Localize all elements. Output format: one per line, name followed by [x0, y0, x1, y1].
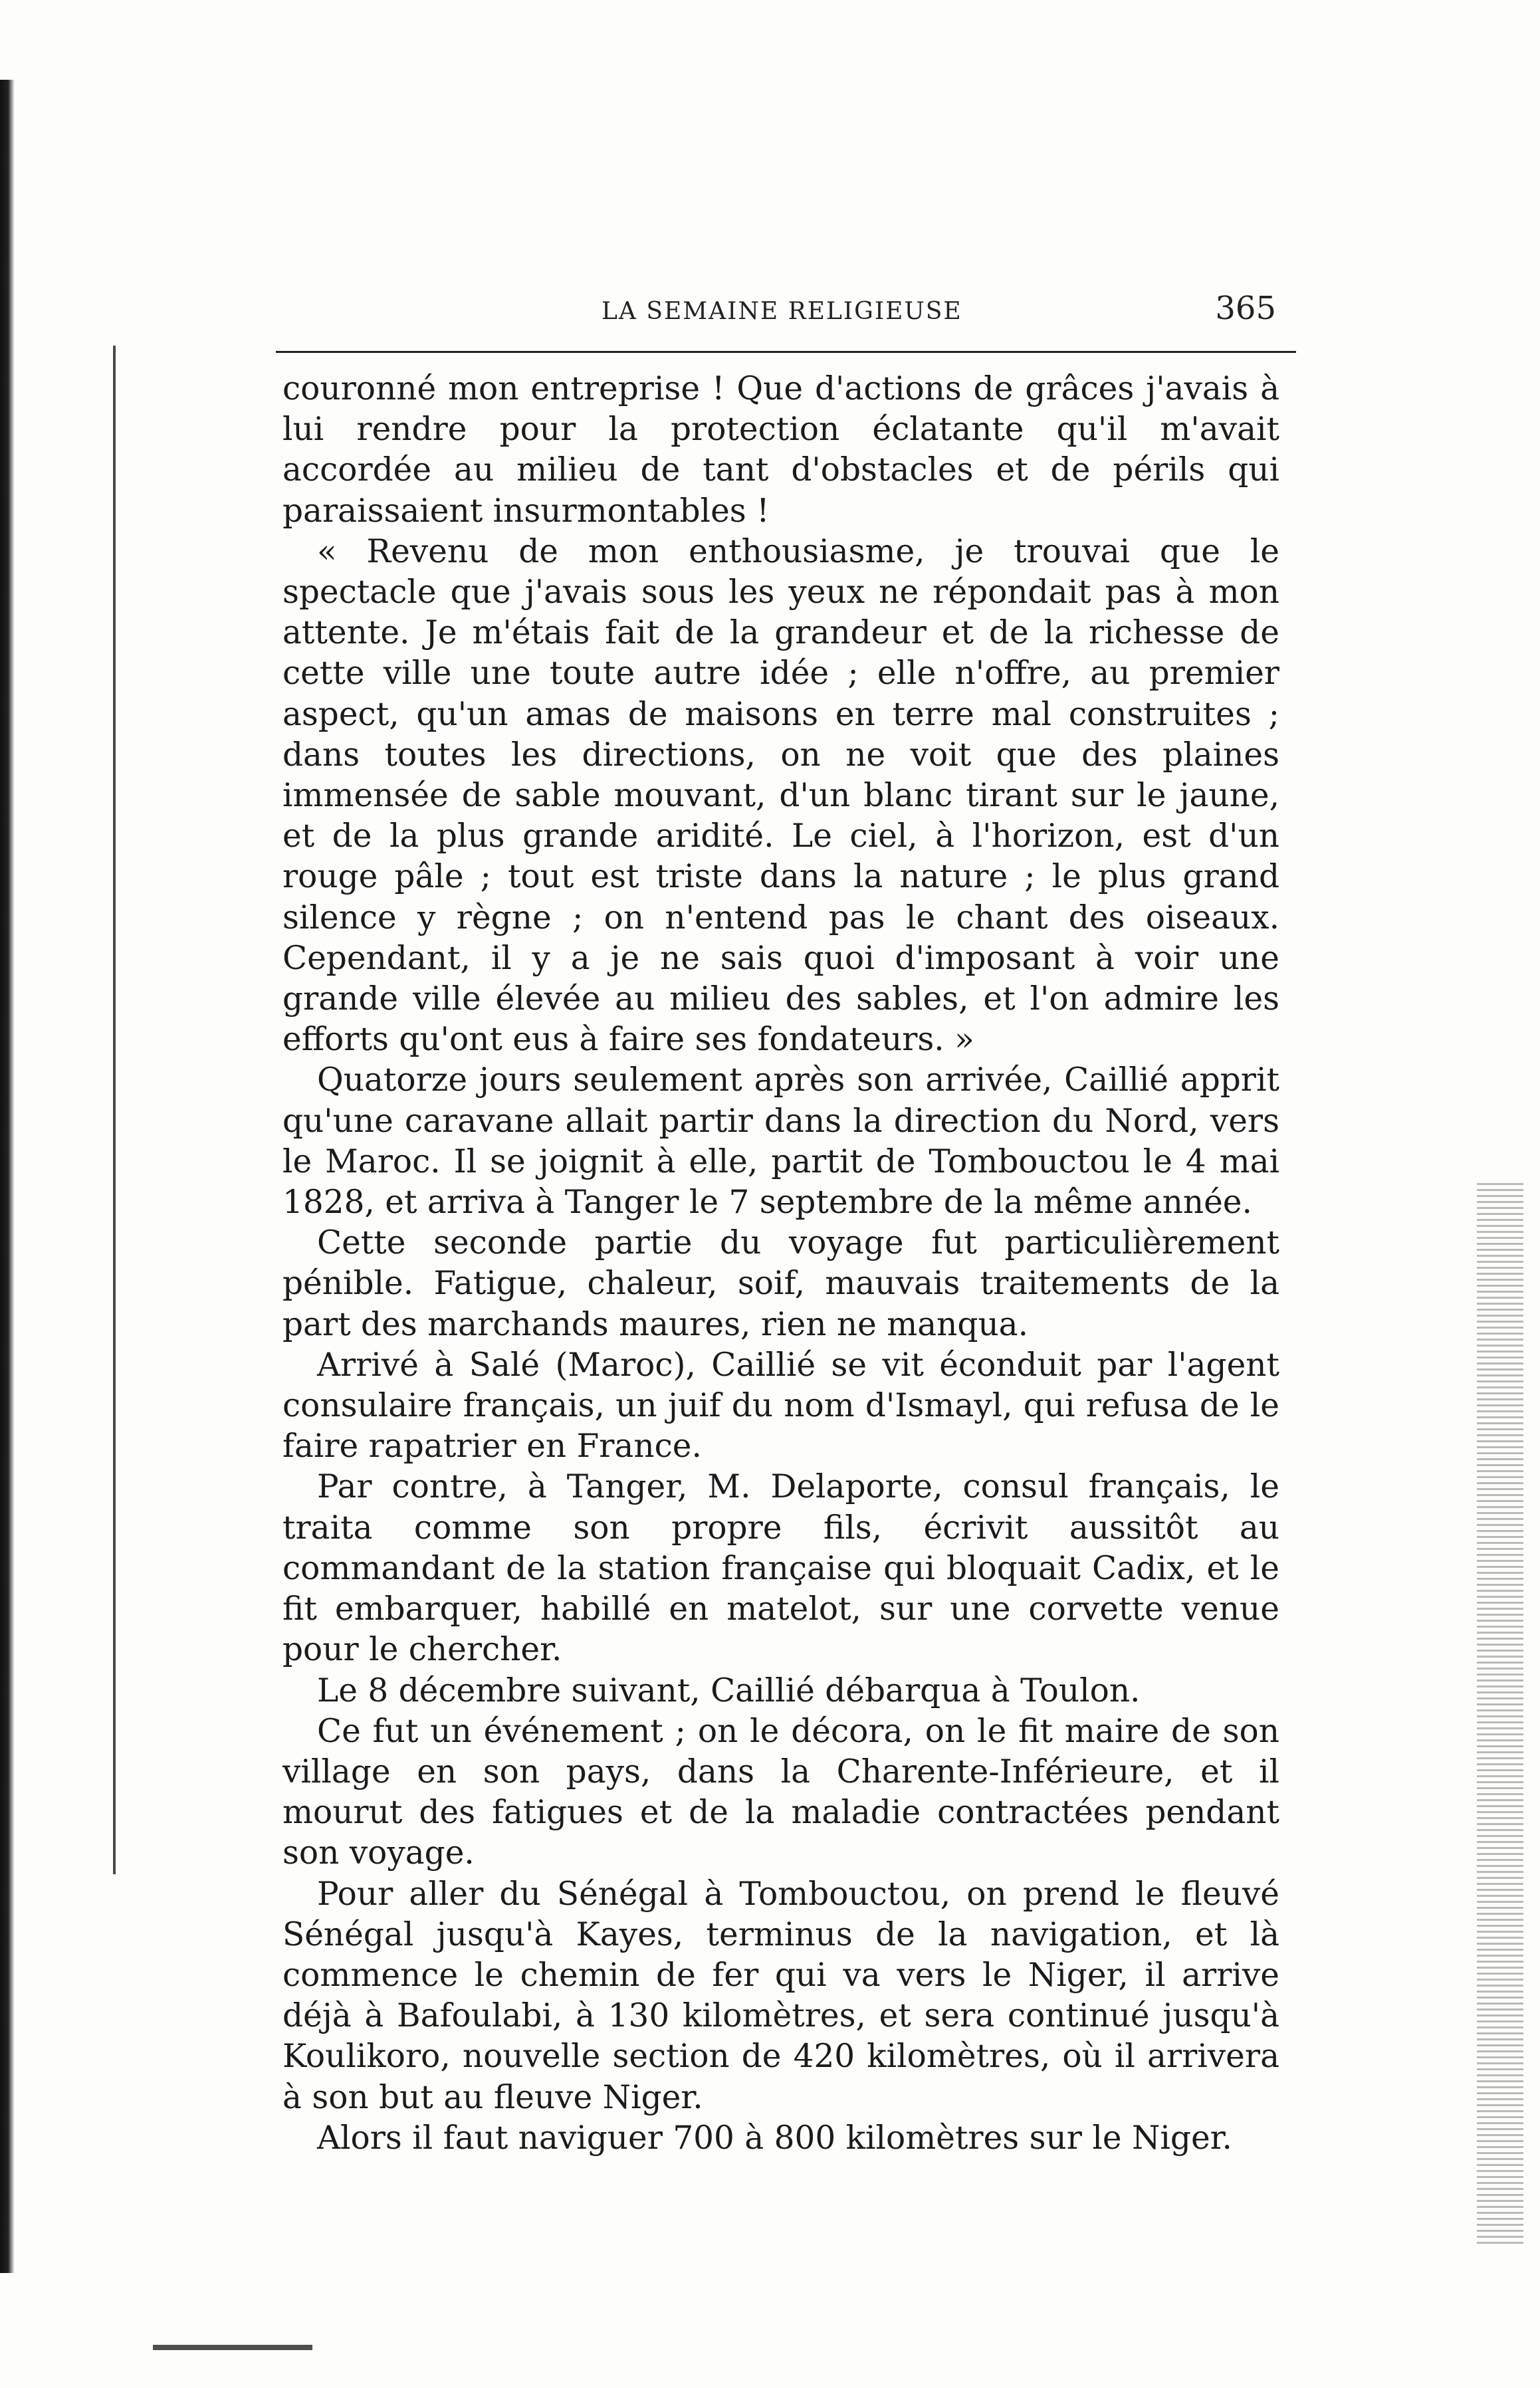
page-number: 365 — [1215, 290, 1276, 327]
running-head — [282, 279, 1276, 332]
scan-edge-line — [113, 346, 116, 1874]
paragraph: « Revenu de mon enthousiasme, je trouvai que le spectacle que j'avais sous les yeux ne répondait pas à mon attente. Je m'étais fait de la grandeur et de la richesse de cette ville une toute autre idée ; elle n'offre, au premier aspect, qu'un amas de maisons en terre mal construites ; dans toutes les directions, on ne voit que des plaines immensée de sable mouvant, d'un blanc tirant sur le jaune, et de la plus grande aridité. Le ciel, à l'horizon, est d'un rouge pâle ; tout est triste dans la nature ; le plus grand silence y règne ; on n'entend pas le chant des oiseaux. Cependant, il y a je ne sais quoi d'imposant à voir une grande ville élevée au milieu des sables, et l'on admire les efforts qu'ont eus à faire ses fondateurs. » — [282, 532, 1279, 1059]
paragraph: Arrivé à Salé (Maroc), Caillié se vit éconduit par l'agent consulaire français, un juif du nom d'Ismayl, qui refusa de le faire rapatrier en France. — [282, 1346, 1279, 1465]
paragraph: Le 8 décembre suivant, Caillié débarqua à Toulon. — [317, 1672, 1141, 1709]
scan-edge-left — [0, 80, 15, 2273]
body-text — [282, 369, 1279, 2159]
paragraph: Pour aller du Sénégal à Tombouctou, on prend le fleuvé Sénégal jusqu'à Kayes, terminus de la navigation, et là commence le chemin de fer qui va vers le Niger, il arrive déjà à Bafoulabi, à 130 kilomètres, et sera continué jusqu'à Koulikoro, nouvelle section de 420 kilomètres, où il arrivera à son but au fleuve Niger. — [282, 1875, 1279, 2116]
paragraph: Ce fut un événement ; on le décora, on le fit maire de son village en son pays, dans la Charente-Inférieure, et il mourut des fatigues et de la maladie contractées pendant son voyage. — [282, 1712, 1279, 1872]
journal-title: LA SEMAINE RELIGIEUSE — [602, 298, 962, 325]
paragraph: Cette seconde partie du voyage fut particulièrement pénible. Fatigue, chaleur, soif, mauvais traitements de la part des marchands maures, rien ne manqua. — [282, 1224, 1279, 1343]
header-rule — [276, 351, 1296, 353]
paragraph: Alors il faut naviguer 700 à 800 kilomètres sur le Niger. — [317, 2119, 1232, 2157]
paragraph: Par contre, à Tanger, M. Delaporte, consul français, le traita comme son propre fils, écrivit aussitôt au commandant de la station française qui bloquait Cadix, et le fit embarquer, habillé en matelot, sur une corvette venue pour le chercher. — [282, 1468, 1279, 1669]
scan-mark-bottom — [153, 2345, 312, 2350]
scan-edge-right — [1477, 1183, 1523, 2246]
paragraph: couronné mon entreprise ! Que d'actions de grâces j'avais à lui rendre pour la protection éclatante qu'il m'avait accordée au milieu de tant d'obstacles et de périls qui paraissaient insurmontables ! — [282, 370, 1279, 530]
paragraph: Quatorze jours seulement après son arrivée, Caillié apprit qu'une caravane allait partir dans la direction du Nord, vers le Maroc. Il se joignit à elle, partit de Tombouctou le 4 mai 1828, et arriva à Tanger le 7 septembre de la même année. — [282, 1061, 1279, 1222]
